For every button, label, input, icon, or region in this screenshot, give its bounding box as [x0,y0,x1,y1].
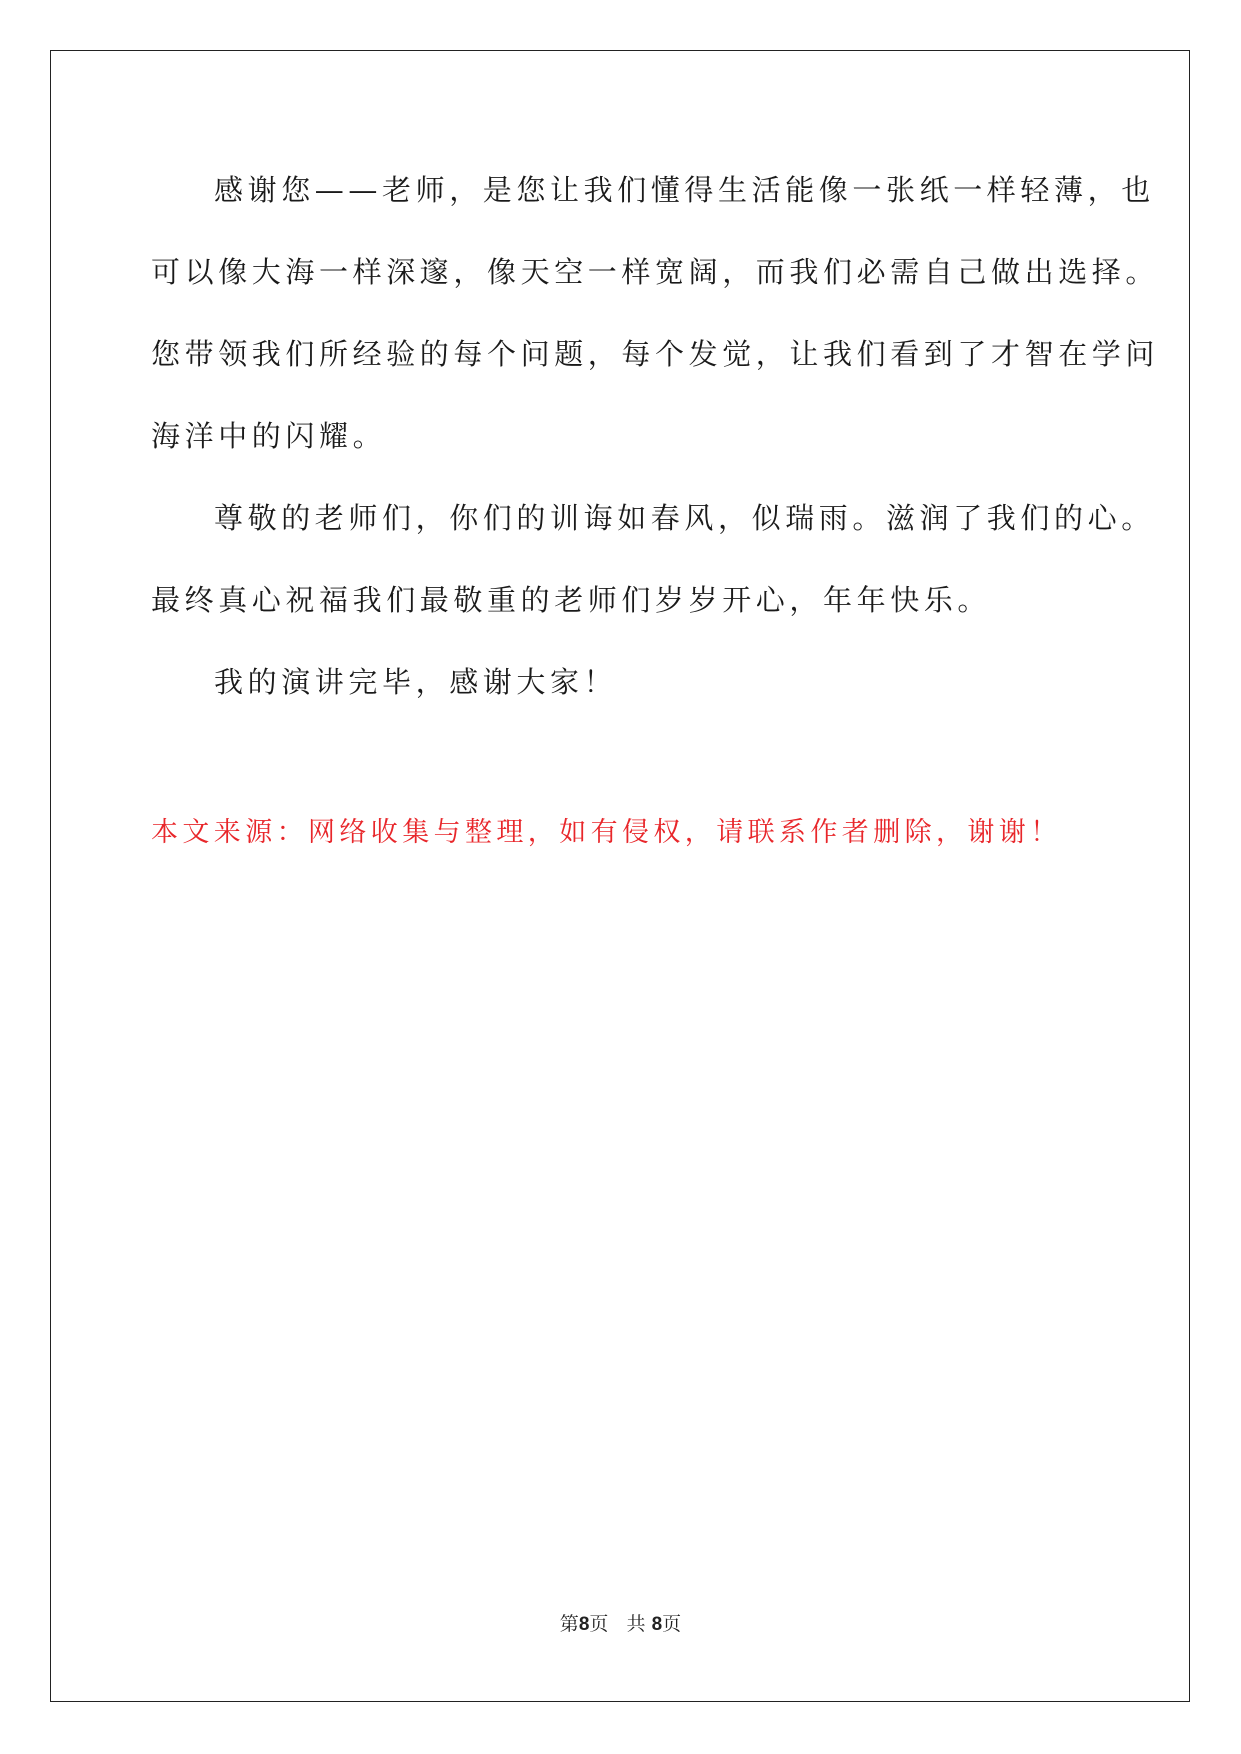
paragraph-1-line-3: 您带领我们所经验的每个问题，每个发觉，让我们看到了才智在学问 [151,337,1160,371]
current-page-number: 8 [578,1614,590,1635]
page-border [50,50,1190,1702]
page-footer [0,1612,1241,1637]
page-prefix: 第 [559,1613,579,1635]
paragraph-1-line-2: 可以像大海一样深邃，像天空一样宽阔，而我们必需自己做出选择。 [151,255,1160,289]
paragraph-2-line-1: 尊敬的老师们，你们的训诲如春风，似瑞雨。滋润了我们的心。 [214,501,1155,535]
paragraph-1-line-4: 海洋中的闪耀。 [151,419,387,453]
source-note: 本文来源：网络收集与整理，如有侵权，请联系作者删除，谢谢！ [151,817,1062,848]
paragraph-1-line-1: 感谢您——老师，是您让我们懂得生活能像一张纸一样轻薄，也 [214,173,1155,207]
page-suffix: 页 [589,1613,609,1635]
paragraph-2-line-2: 最终真心祝福我们最敬重的老师们岁岁开心，年年快乐。 [151,583,992,617]
total-suffix: 页 [662,1613,682,1635]
paragraph-3-line-1: 我的演讲完毕，感谢大家！ [214,665,618,699]
total-prefix: 共 [626,1613,646,1635]
total-pages-number: 8 [651,1614,663,1635]
